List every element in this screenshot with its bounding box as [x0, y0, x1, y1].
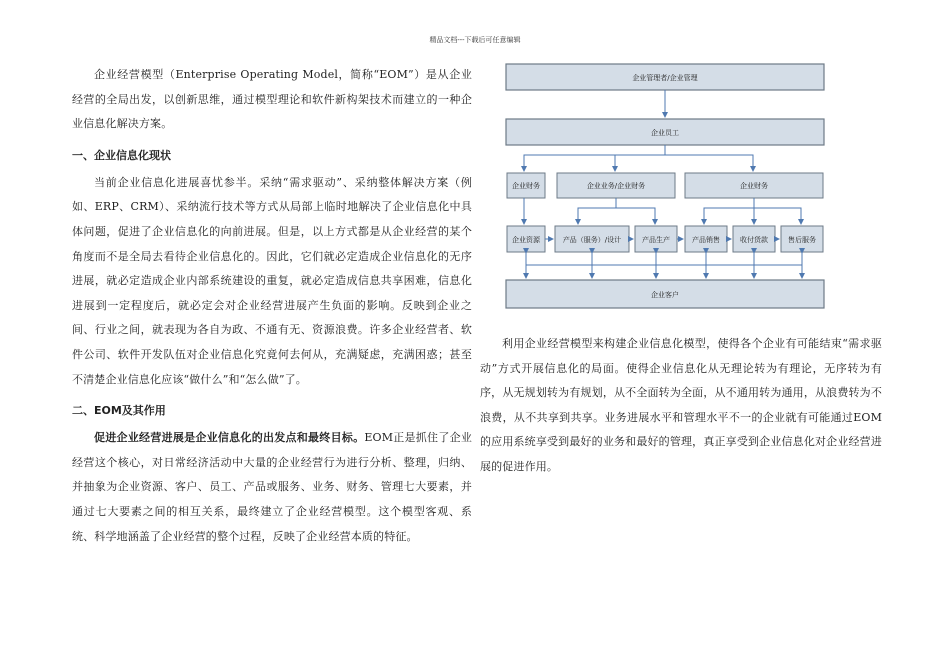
customer-links: [526, 253, 802, 278]
arrow-biz-production: [616, 208, 655, 224]
label-management: 企业管理者/企业管理: [632, 74, 698, 82]
label-product-design: 产品（服务）/设计: [562, 236, 622, 244]
label-after-sales: 售后服务: [788, 236, 816, 244]
section2-heading: 二、EOM及其作用: [72, 404, 166, 418]
label-employees: 企业员工: [651, 129, 679, 137]
page-header: 精品文档---下载后可任意编辑: [429, 36, 521, 44]
arrow-fin-aftersales: [754, 208, 801, 224]
label-business-finance: 企业业务/企业财务: [586, 182, 646, 190]
section2-lead: 促进企业经营进展是企业信息化的出发点和最终目标。: [94, 431, 365, 445]
arrow-fin-sales: [704, 198, 754, 224]
section1-paragraph: 当前企业信息化进展喜忧参半。采纳“需求驱动”、采纳整体解决方案（例如、ERP、CRM）、采纳流行技术等方式从局部上临时地解决了企业信息化中具体问题，促进了企业信息化的向前进展。但是，以上方式都是从企业经营的某个角度而不是全局去看待企业信息化的。因此，它们就必定造成企业信息化的无序进展，就必定造成企业内部系统建设的重复，就必定造成信息共享困难，信息化进展到一定程度后，就必定会对企业经营进展产生负面的影响。反映到企业之间、行业之间，就表现为各自为政、不通有无、资源浪费。许多企业经营者、软件公司、软件开发队伍对企业信息化究竟何去何从，充满疑虑，充满困惑；甚至不清楚企业信息化应该“做什么”和“怎么做”了。: [72, 175, 472, 386]
right-paragraph: 利用企业经营模型来构建企业信息化模型，使得各个企业有可能结束“需求驱动”方式开展信息化的局面。使得企业信息化从无理论转为有理论，无序转为有序，从无规划转为有规划，从不全面转为全面，从不通用转为通用，从浪费转为不浪费，从不共享到共享。业务进展水平和管理水平不一的企业就有可能通过EOM的应用系统享受到最好的业务和最好的管理，真正享受到企业信息化对企业经营进展的促进作用。: [480, 337, 882, 473]
eom-diagram-svg: [505, 62, 825, 312]
label-sales: 产品销售: [692, 236, 720, 244]
label-finance-right: 企业财务: [740, 182, 768, 190]
label-customers: 企业客户: [651, 291, 679, 299]
left-column: [72, 63, 472, 549]
label-finance-left: 企业财务: [512, 182, 540, 190]
arrow-emp-finance-right: [665, 155, 753, 171]
section2-paragraph: [72, 426, 472, 549]
label-resources: 企业资源: [512, 236, 540, 244]
section2-body: EOM正是抓住了企业经营这个核心，对日常经济活动中大量的企业经营行为进行分析、整理，归纳、并抽象为企业资源、客户、员工、产品或服务、业务、财务、管理七大要素，并通过七大要素之间的相互关系，最终建立了企业经营模型。这个模型客观、系统、科学地涵盖了企业经营的整个过程，反映了企业经营本质的特征。: [72, 431, 472, 543]
section1-heading: 一、企业信息化现状: [72, 148, 171, 162]
label-payment: 收付货款: [740, 236, 768, 244]
intro-paragraph: 企业经营模型（Enterprise Operating Model，简称“EOM”）是从企业经营的全局出发，以创新思维，通过模型理论和软件新构架技术而建立的一种企业信息化解决方案。: [72, 68, 472, 131]
arrow-emp-finance-left: [524, 145, 665, 171]
label-production: 产品生产: [642, 236, 670, 244]
arrow-biz-design: [578, 198, 616, 224]
eom-diagram: [505, 62, 825, 312]
right-column: [480, 332, 882, 480]
